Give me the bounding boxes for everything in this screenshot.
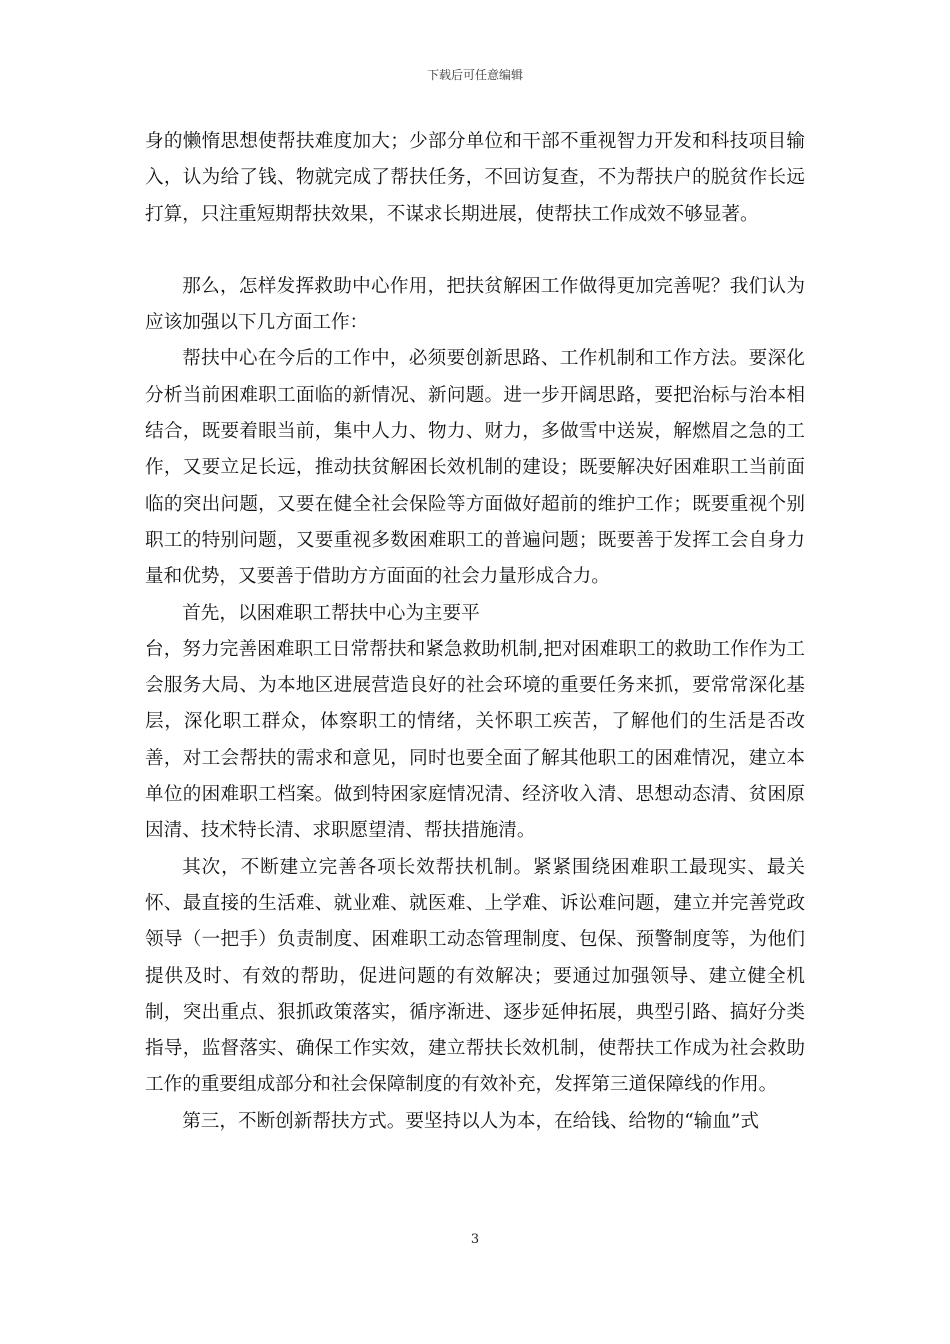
paragraph-3: 帮扶中心在今后的工作中，必须要创新思路、工作机制和工作方法。要深化分析当前困难职工面临的新情况、新问题。进一步开阔思路，要把治标与治本相结合，既要着眼当前，集中人力、物力、财力，多做雪中送炭，解燃眉之急的工作，又要立足长远，推动扶贫解困长效机制的建设；既要解决好困难职工当前面临的突出问题，又要在健全社会保险等方面做好超前的维护工作；既要重视个别职工的特别问题，又要重视多数困难职工的普遍问题；既要善于发挥工会自身力量和优势，又要善于借助方方面面的社会力量形成合力。 xyxy=(145,348,805,588)
page-header: 下载后可任意编辑 xyxy=(426,68,523,82)
paragraph-2: 那么，怎样发挥救助中心作用，把扶贫解困工作做得更加完善呢？我们认为应该加强以下几方面工作： xyxy=(145,275,805,334)
document-body xyxy=(145,124,805,1140)
paragraph-4: 首先，以困难职工帮扶中心为主要平 xyxy=(182,602,480,624)
page-number: 3 xyxy=(470,1232,480,1247)
paragraph-7: 第三，不断创新帮扶方式。要坚持以人为本，在给钱、给物的“输血”式 xyxy=(182,1110,760,1132)
paragraph-6: 其次，不断建立完善各项长效帮扶机制。紧紧围绕困难职工最现实、最关怀、最直接的生活难、就业难、就医难、上学难、诉讼难问题，建立并完善党政领导（一把手）负责制度、困难职工动态管理制度、包保、预警制度等，为他们提供及时、有效的帮助，促进问题的有效解决；要通过加强领导、建立健全机制，突出重点、狠抓政策落实，循序渐进、逐步延伸拓展，典型引路、搞好分类指导，监督落实、确保工作实效，建立帮扶长效机制，使帮扶工作成为社会救助工作的重要组成部分和社会保障制度的有效补充，发挥第三道保障线的作用。 xyxy=(145,856,805,1096)
paragraph-5: 台，努力完善困难职工日常帮扶和紧急救助机制,把对困难职工的救助工作作为工会服务大局、为本地区进展营造良好的社会环境的重要任务来抓，要常常深化基层，深化职工群众，体察职工的情绪，关怀职工疾苦，了解他们的生活是否改善，对工会帮扶的需求和意见，同时也要全面了解其他职工的困难情况，建立本单位的困难职工档案。做到特困家庭情况清、经济收入清、思想动态清、贫困原因清、技术特长清、求职愿望清、帮扶措施清。 xyxy=(145,638,805,842)
paragraph-1: 身的懒惰思想使帮扶难度加大；少部分单位和干部不重视智力开发和科技项目输入，认为给了钱、物就完成了帮扶任务，不回访复查，不为帮扶户的脱贫作长远打算，只注重短期帮扶效果，不谋求长期进展，使帮扶工作成效不够显著。 xyxy=(145,131,805,225)
paragraph-gap xyxy=(145,233,805,269)
